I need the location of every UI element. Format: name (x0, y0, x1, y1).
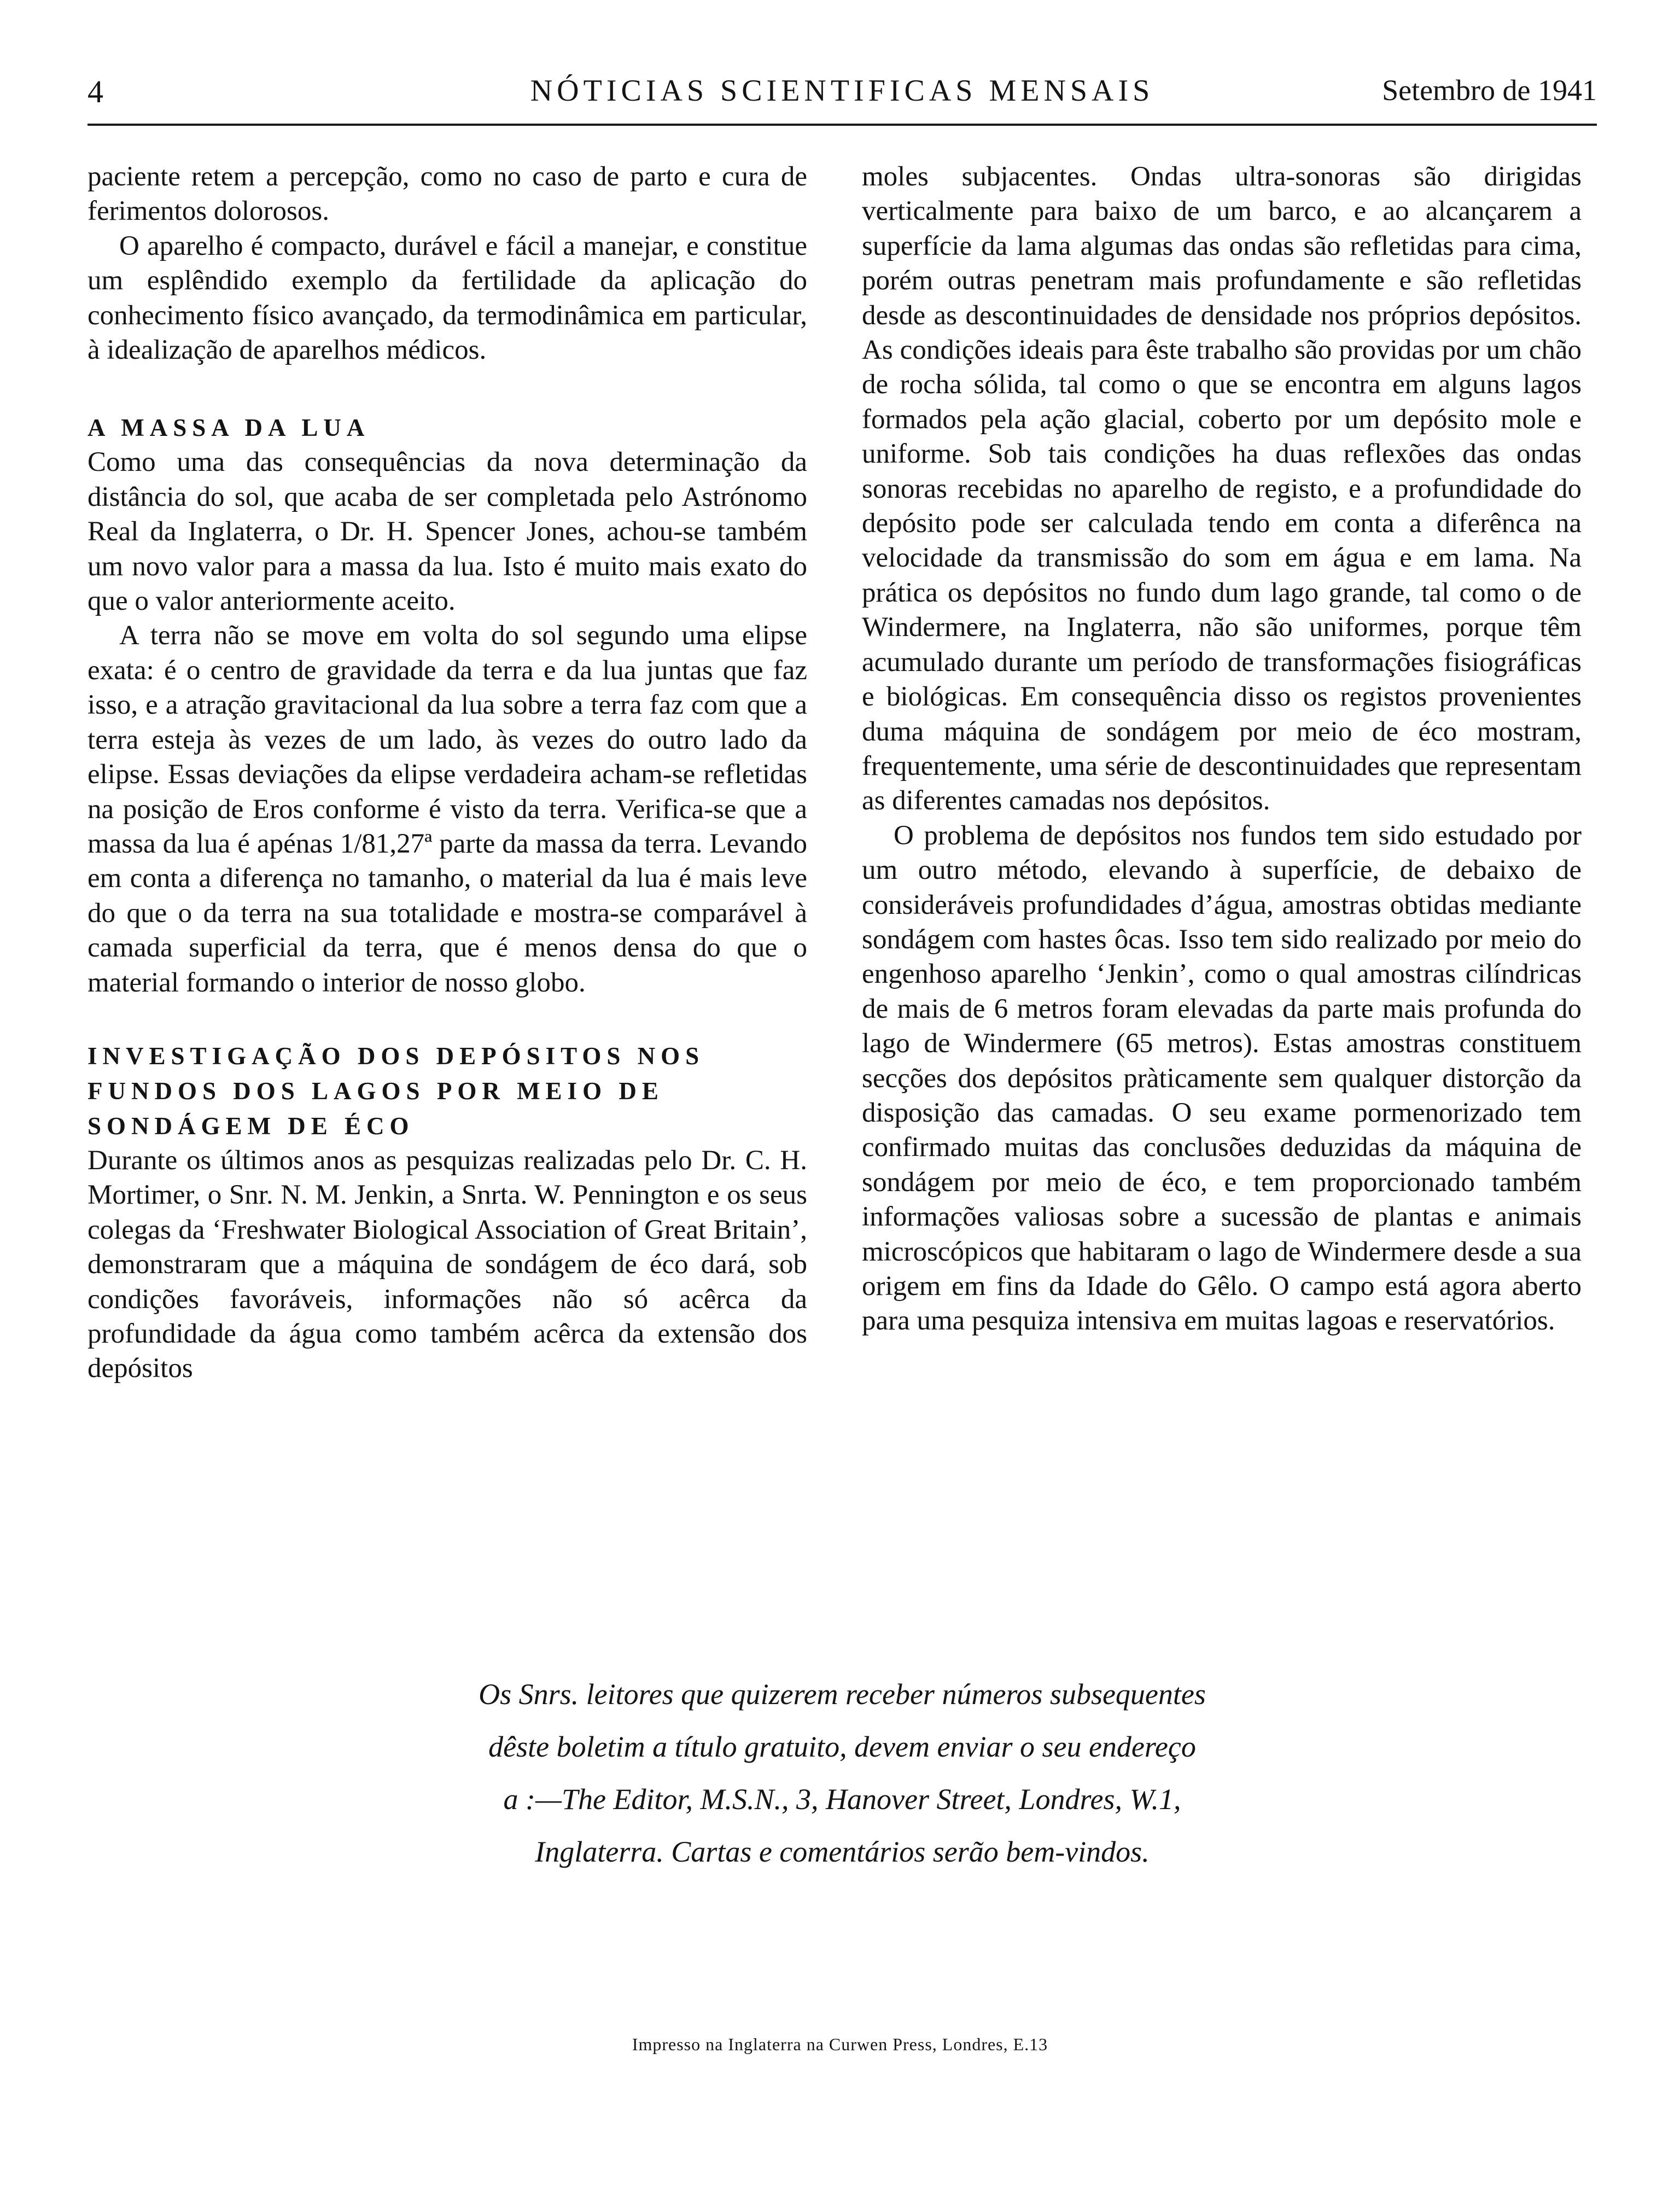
notice-line: dêste boletim a título gratuito, devem enviar o seu endereço (488, 1730, 1196, 1763)
notice-line: Os Snrs. leitores que quizerem receber números subsequentes (479, 1678, 1206, 1711)
section-heading-moon-mass: A MASSA DA LUA (88, 414, 370, 442)
running-header (88, 73, 1597, 117)
section-gap (88, 1000, 807, 1039)
header-rule (88, 124, 1597, 126)
notice-line: a :—The Editor, M.S.N., 3, Hanover Street, Londres, W.1, (503, 1783, 1181, 1816)
issue-date: Setembro de 1941 (1382, 74, 1597, 107)
paragraph-core-samples: O problema de depósitos nos fundos tem sido estudado por um outro método, elevando à superfície, de debaixo de consideráveis profundidades d’água, amostras obtidas mediante sondágem com hastes ôcas. Isso tem sido realizado por meio do engenhoso aparelho ‘Jenkin’, como o qual amostras cilíndricas de mais de 6 metros foram elevadas da parte mais profunda do lago de Windermere (65 metros). Estas amostras constituem secções dos depósitos pràticamente sem qualquer distorção da disposição das camadas. O seu exame pormenorizado tem confirmado muitas das conclusões deduzidas da máquina de sondágem por meio de éco, e tem proporcionado também informações valiosas sobre a sucessão de plantas e animais microscópicos que habitaram o lago de Windermere desde a sua origem em fins da Idade do Gêlo. O campo está agora aberto para uma pesquiza intensiva em muitas lagoas e reservatórios. (862, 820, 1582, 1337)
section-heading-lake-deposits: INVESTIGAÇÃO DOS DEPÓSITOS NOS FUNDOS DOS LAGOS POR MEIO DE SONDÁGEM DE ÉCO (88, 1042, 705, 1140)
paragraph-moon-intro: Como uma das consequências da nova determinação da distância do sol, que acaba de ser completada pelo Astrónomo Real da Inglaterra, o Dr. H. Spencer Jones, achou-se também um novo valor para a massa da lua. Isto é muito mais exato do que o valor anteriormente aceito. (88, 447, 807, 617)
right-column (862, 160, 1582, 1339)
left-column (88, 160, 807, 1386)
notice-line: Inglaterra. Cartas e comentários serão bem-vindos. (535, 1835, 1150, 1868)
paragraph-continued: paciente retem a percepção, como no caso de parto e cura de ferimentos dolorosos. (88, 161, 807, 227)
page-number: 4 (88, 74, 103, 109)
printer-imprint: Impresso na Inglaterra na Curwen Press, Londres, E.13 (632, 2034, 1048, 2054)
paragraph-moon-ellipse: A terra não se move em volta do sol segundo uma elipse exata: é o centro de gravidade da terra e da lua juntas que faz isso, e a atração gravitacional da lua sobre a terra faz com que a terra esteja às vezes de um lado, às vezes do outro lado da elipse. Essas deviações da elipse verdadeira acham-se refletidas na posição de Eros conforme é visto da terra. Verifica-se que a massa da lua é apénas 1/81,27ª parte da massa da terra. Levando em conta a diferença no tamanho, o material da lua é mais leve do que o da terra na sua totalidade e mostra-se comparável à camada superficial da terra, que é menos densa do que o material formando o interior de nosso globo. (88, 620, 807, 998)
paragraph-ultrasonic-waves: moles subjacentes. Ondas ultra-sonoras são dirigidas verticalmente para baixo de um barco, e ao alcançarem a superfície da lama algumas das ondas são refletidas para cima, porém outras penetram mais profundamente e são refletidas desde as descontinuidades de densidade nos próprios depósitos. As condições ideais para êste trabalho são providas por um chão de rocha sólida, tal como o que se encontra em alguns lagos formados pela ação glacial, coberto por um depósito mole e uniforme. Sob tais condições ha duas reflexões das ondas sonoras recebidas no aparelho de registo, e a profundidade do depósito pode ser calculada tendo em conta a diferênca na velocidade da transmissão do som em água e em lama. Na prática os depósitos no fundo dum lago grande, tal como o de Windermere, na Inglaterra, não são uniformes, porque têm acumulado durante um período de transformações fisiográficas e biológicas. Em consequência disso os registos provenientes duma máquina de sondágem por meio de éco mostram, frequentemente, uma série de descontinuidades que representam as diferentes camadas nos depósitos. (862, 161, 1582, 816)
section-gap (88, 368, 807, 410)
paragraph-echo-sounding: Durante os últimos anos as pesquizas realizadas pelo Dr. C. H. Mortimer, o Snr. N. M. Jenkin, a Snrta. W. Pennington e os seus colegas da ‘Freshwater Biological Association of Great Britain’, demonstraram que a máquina de sondágem de éco dará, sob condições favoráveis, informações não só acêrca da profundidade da água como também acêrca da extensão dos depósitos (88, 1145, 807, 1384)
journal-title: NÓTICIAS SCIENTIFICAS MENSAIS (530, 74, 1154, 108)
subscription-notice (372, 1668, 1312, 1878)
paragraph-apparatus: O aparelho é compacto, durável e fácil a manejar, e constitue um esplêndido exemplo da fertilidade da aplicação do conhecimento físico avançado, da termodinâmica em particular, à idealização de aparelhos médicos. (88, 230, 807, 366)
